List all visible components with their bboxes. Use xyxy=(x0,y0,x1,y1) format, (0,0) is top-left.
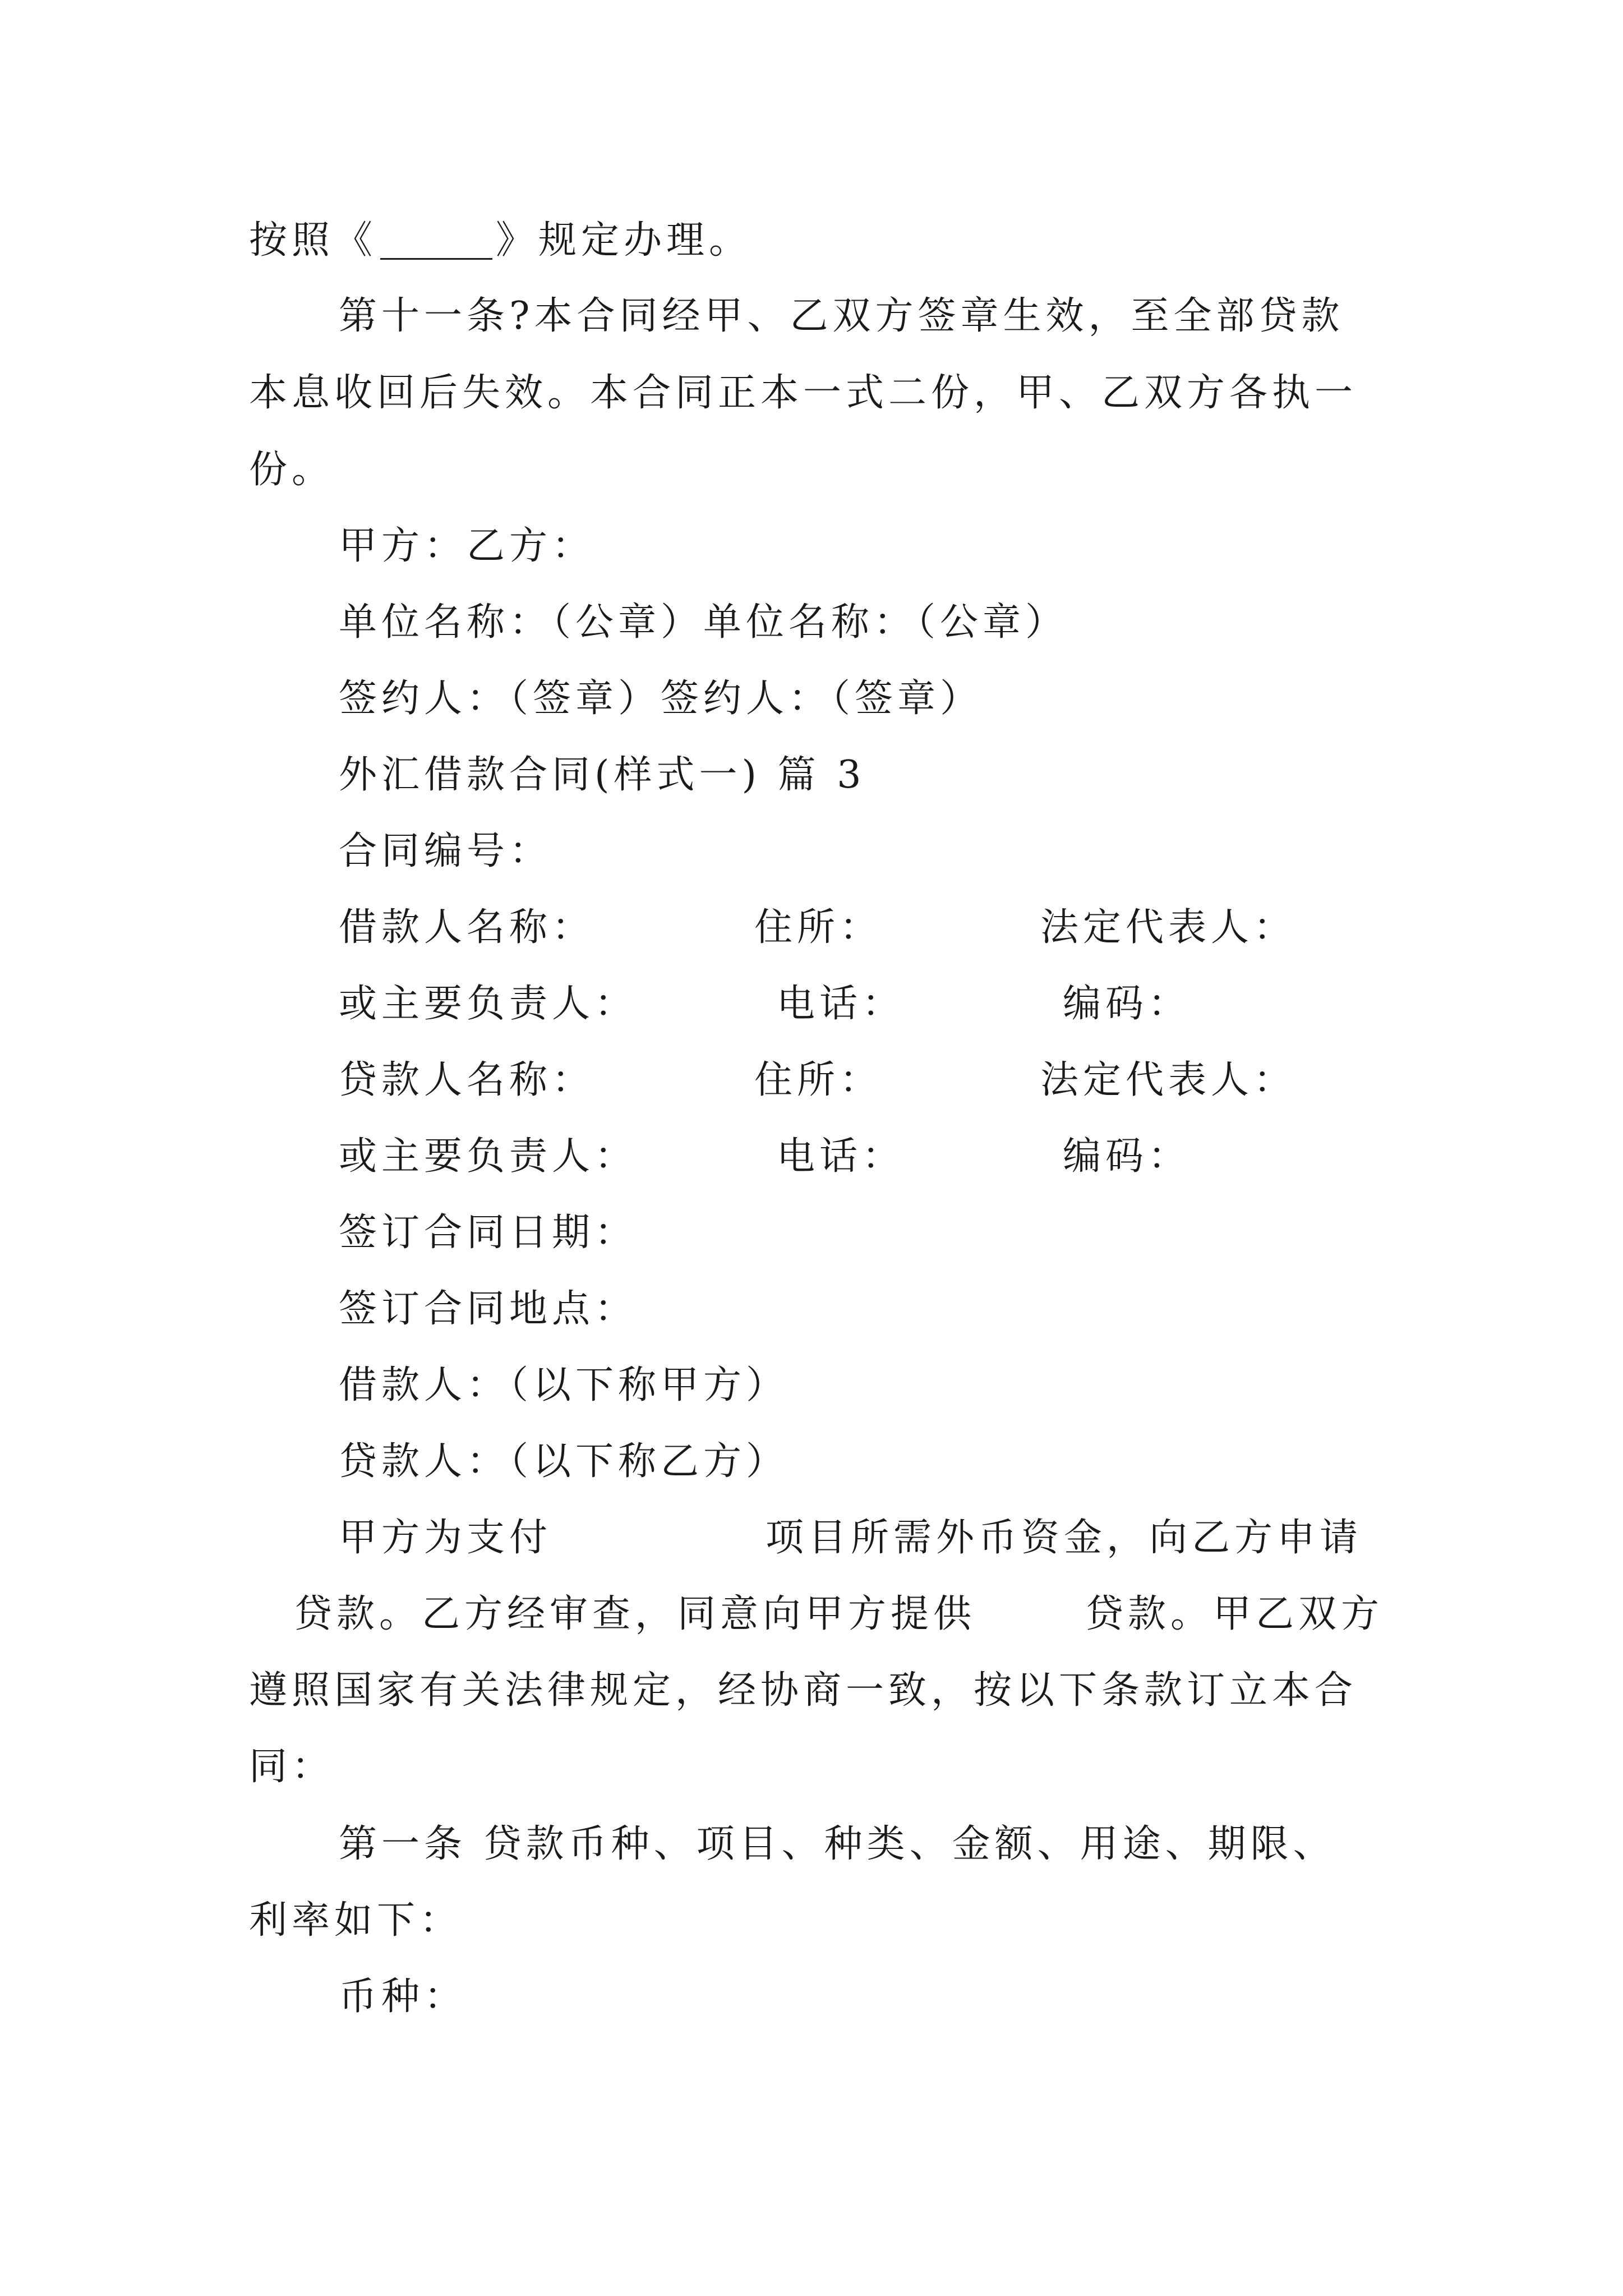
article-11-line-1: 第十一条?本合同经甲、乙双方签章生效，至全部贷款 xyxy=(339,294,1344,338)
lender-representative-label: 法定代表人： xyxy=(1040,1058,1297,1102)
closing-line xyxy=(249,218,752,263)
signing-date: 签订合同日期： xyxy=(339,1211,638,1255)
borrower-address-label: 住所： xyxy=(754,905,883,950)
lender-head-label: 或主要负责人： xyxy=(339,1134,638,1179)
party-line: 甲方：乙方： xyxy=(339,524,595,568)
law-name-blank xyxy=(380,224,492,260)
agreement-line-end: 同： xyxy=(249,1745,335,1789)
loan-line-part-2: 贷款。甲乙双方 xyxy=(1085,1592,1384,1636)
loan-line-part-1: 贷款。乙方经审查，同意向甲方提供 xyxy=(294,1592,976,1636)
signing-place: 签订合同地点： xyxy=(339,1287,638,1331)
lender-address-label: 住所： xyxy=(754,1058,883,1102)
borrower-alias: 借款人：（以下称甲方） xyxy=(339,1363,789,1407)
signer-line: 签约人：（签章）签约人：（签章） xyxy=(339,677,983,721)
section-title: 外汇借款合同(样式一) 篇 3 xyxy=(339,753,866,797)
purpose-line-part-2: 项目所需外币资金，向乙方申请 xyxy=(766,1516,1363,1560)
lender-alias: 贷款人：（以下称乙方） xyxy=(339,1439,789,1484)
lender-code-label: 编码： xyxy=(1063,1134,1191,1179)
lender-name-label: 贷款人名称： xyxy=(339,1058,595,1102)
borrower-representative-label: 法定代表人： xyxy=(1040,905,1297,950)
unit-name-line: 单位名称：（公章）单位名称：（公章） xyxy=(339,600,1068,645)
borrower-name-label: 借款人名称： xyxy=(339,905,595,950)
borrower-phone-label: 电话： xyxy=(777,982,905,1026)
contract-number: 合同编号： xyxy=(339,829,552,873)
borrower-code-label: 编码： xyxy=(1063,982,1191,1026)
closing-line-suffix: 》规定办理。 xyxy=(496,218,752,263)
article-11-line-3: 份。 xyxy=(249,448,335,492)
closing-line-prefix: 按照《 xyxy=(249,218,377,263)
lender-phone-label: 电话： xyxy=(777,1134,905,1179)
agreement-line: 遵照国家有关法律规定，经协商一致，按以下条款订立本合 xyxy=(249,1668,1358,1713)
purpose-line-part-1: 甲方为支付 xyxy=(339,1516,552,1560)
article-1-line-1: 第一条 贷款币种、项目、种类、金额、用途、期限、 xyxy=(339,1822,1336,1866)
article-1-line-2: 利率如下： xyxy=(249,1898,463,1943)
article-11-line-2: 本息收回后失效。本合同正本一式二份，甲、乙双方各执一 xyxy=(249,371,1358,415)
borrower-head-label: 或主要负责人： xyxy=(339,982,638,1026)
currency-label: 币种： xyxy=(339,1975,467,2019)
